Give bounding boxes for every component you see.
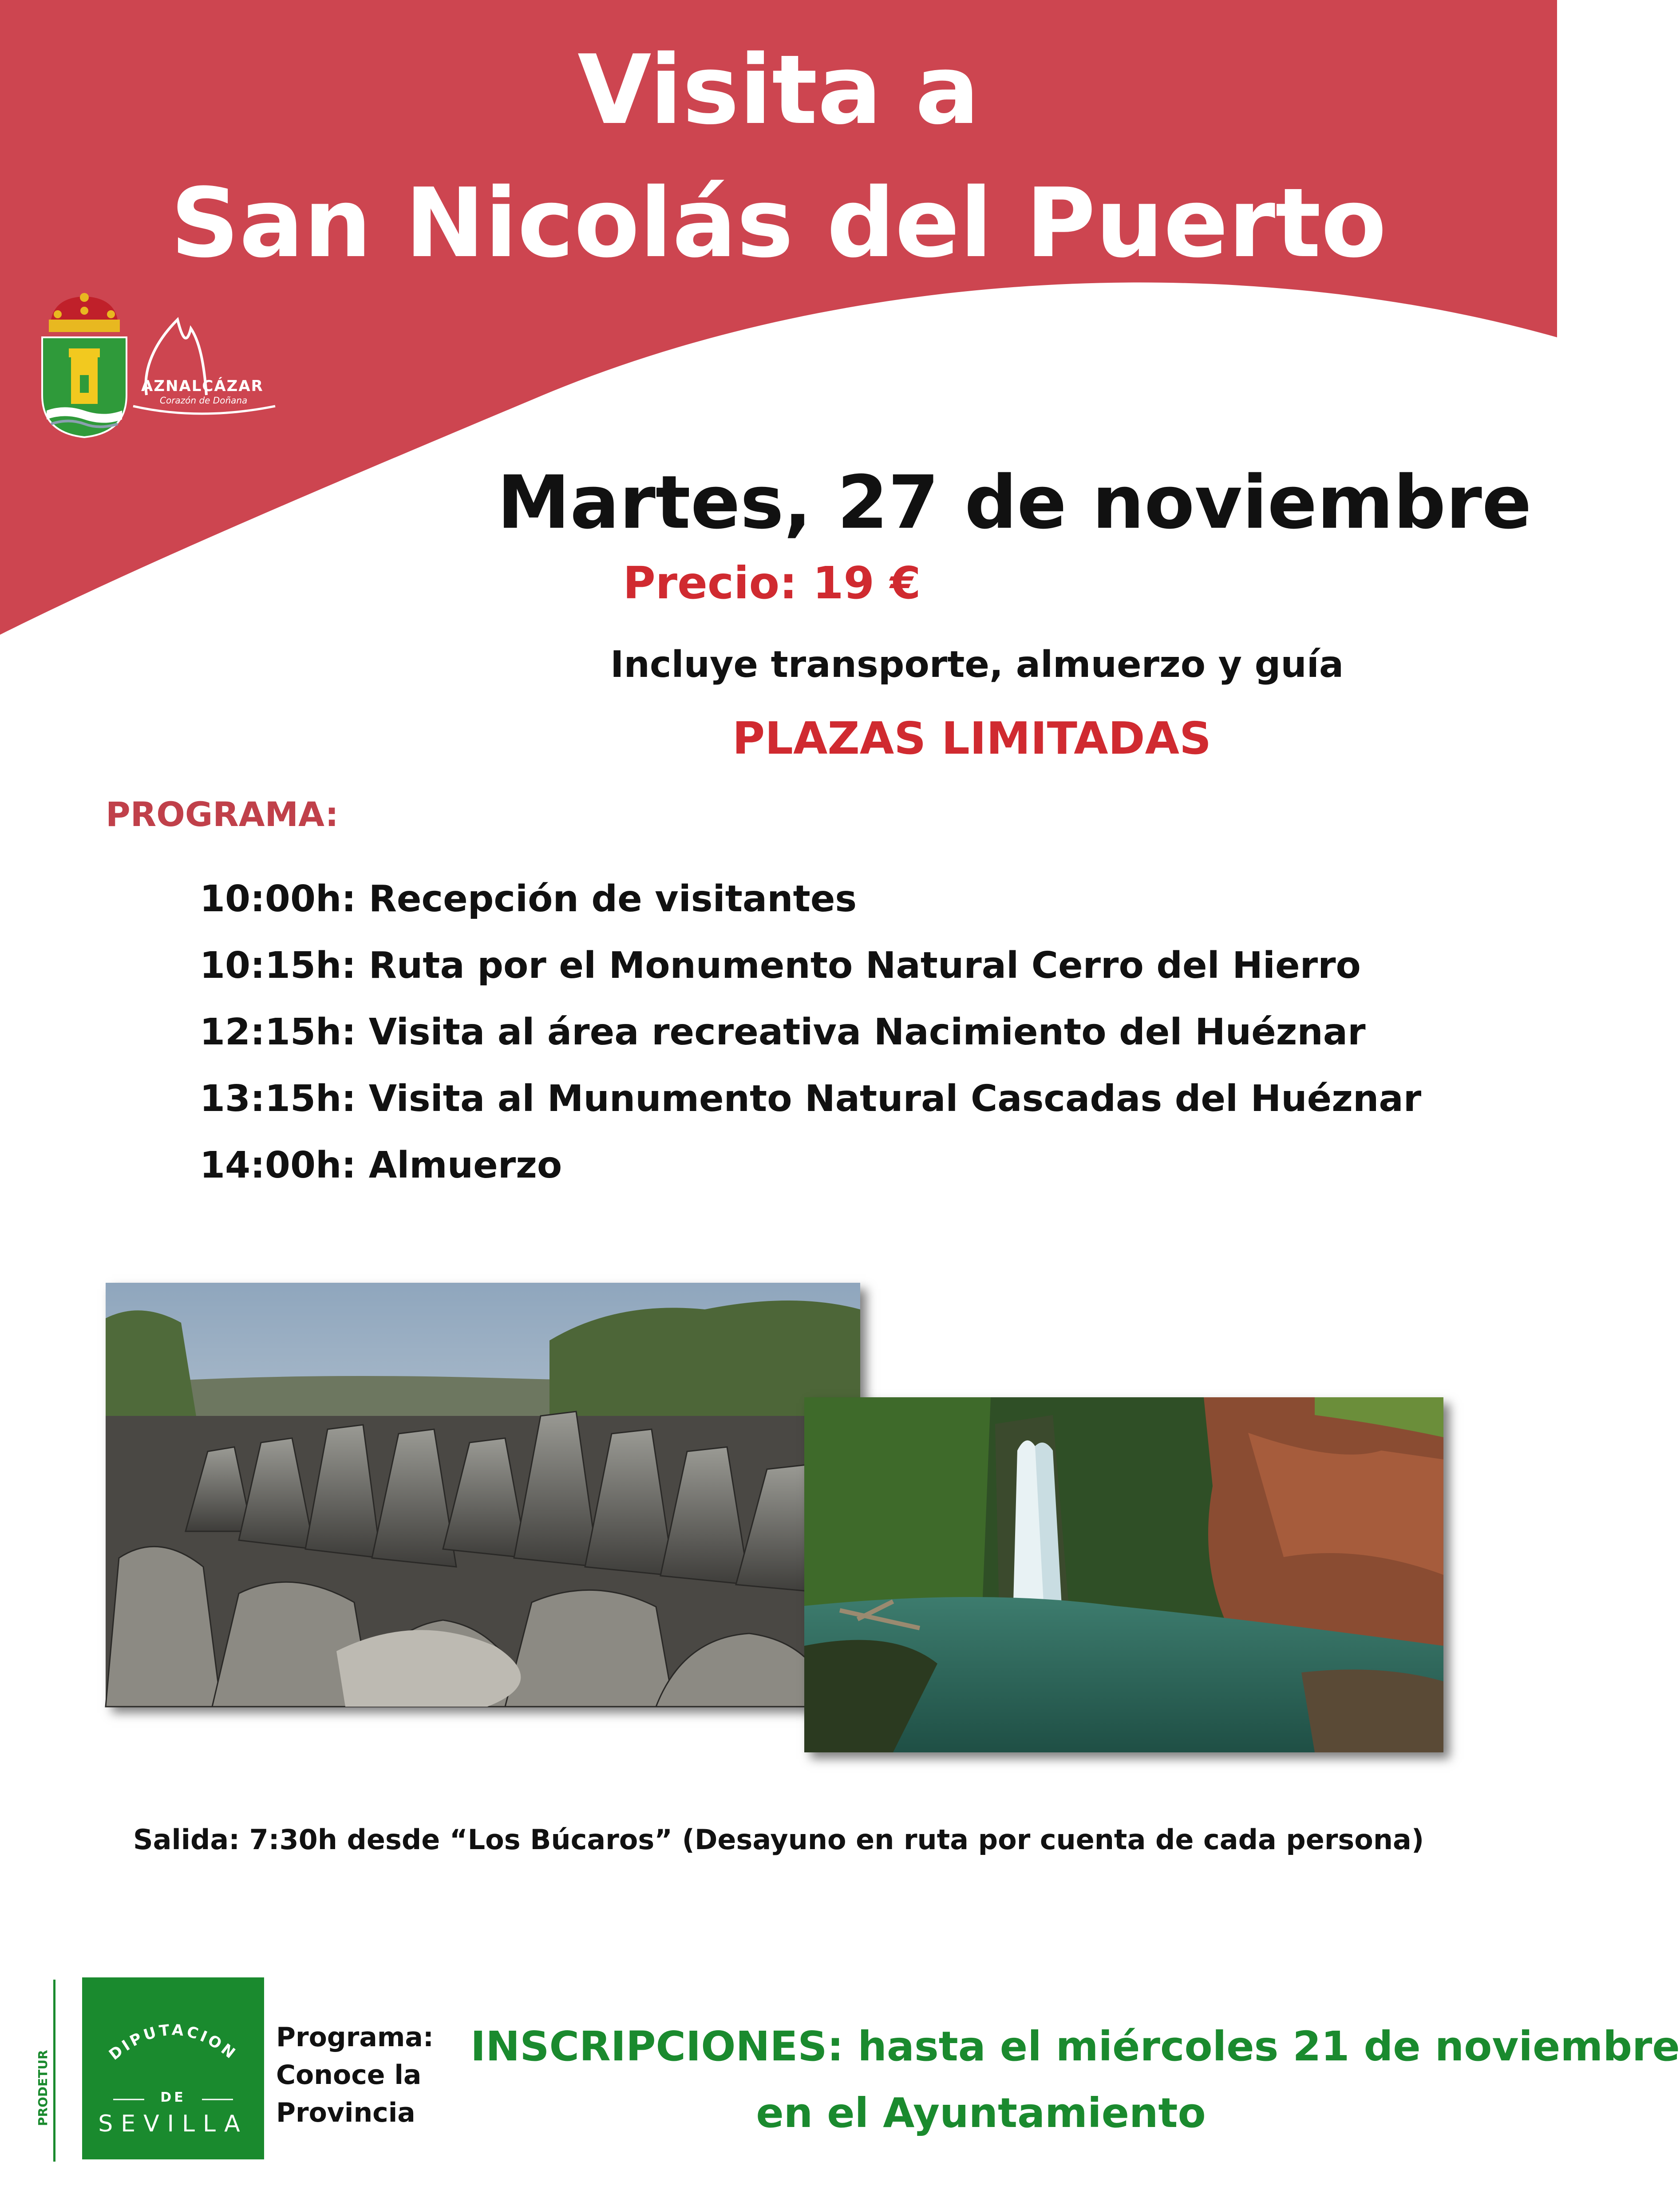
prodetur-label: PRODETUR xyxy=(36,2050,50,2126)
prodetur-strip xyxy=(53,1980,82,2162)
aznalcazar-logo xyxy=(129,311,280,426)
event-price-text: Precio: 19 € xyxy=(623,557,921,609)
aznalcazar-tagline: Corazón de Doñana xyxy=(160,395,248,406)
event-price xyxy=(0,557,1557,609)
diputacion-sevilla-logo xyxy=(82,1977,264,2159)
event-date: Martes, 27 de noviembre xyxy=(497,460,1532,545)
title-line-2: San Nicolás del Puerto xyxy=(170,167,1387,279)
diputacion-line-1: DIPUTACION xyxy=(106,2021,241,2064)
departure-info: Salida: 7:30h desde “Los Búcaros” (Desayuno en ruta por cuenta de cada persona) xyxy=(133,1823,1424,1856)
waterfall-pool-photo xyxy=(804,1397,1443,1752)
coat-of-arms-icon xyxy=(38,293,131,439)
diputacion-line-3: SEVILLA xyxy=(98,2111,248,2137)
svg-text:DIPUTACION xyxy=(106,2021,241,2064)
registration-line-2: en el Ayuntamiento xyxy=(756,2089,1206,2137)
program-label-line: Programa: xyxy=(276,2022,434,2053)
limited-places: PLAZAS LIMITADAS xyxy=(732,712,1212,764)
program-label-line: Conoce la xyxy=(276,2060,422,2091)
karst-rock-formations-photo xyxy=(106,1283,860,1707)
schedule-item: 10:15h: Ruta por el Monumento Natural Cerro del Hierro xyxy=(200,945,1361,987)
schedule-item: 10:00h: Recepción de visitantes xyxy=(200,878,857,920)
aznalcazar-mark-icon xyxy=(129,311,280,426)
schedule-item: 13:15h: Visita al Munumento Natural Cascadas del Huéznar xyxy=(200,1078,1422,1120)
diputacion-line-2: DE xyxy=(160,2090,186,2105)
title-line-1: Visita a xyxy=(577,34,980,146)
schedule-item: 12:15h: Visita al área recreativa Nacimiento del Huéznar xyxy=(200,1011,1366,1053)
event-includes: Incluye transporte, almuerzo y guía xyxy=(610,644,1344,686)
registration-line-1: INSCRIPCIONES: hasta el miércoles 21 de noviembre xyxy=(470,2023,1680,2070)
aznalcazar-name: AZNALCÁZAR xyxy=(141,377,264,395)
program-label-line: Provincia xyxy=(276,2097,415,2128)
program-heading: PROGRAMA: xyxy=(106,795,339,834)
schedule-item: 14:00h: Almuerzo xyxy=(200,1144,562,1186)
